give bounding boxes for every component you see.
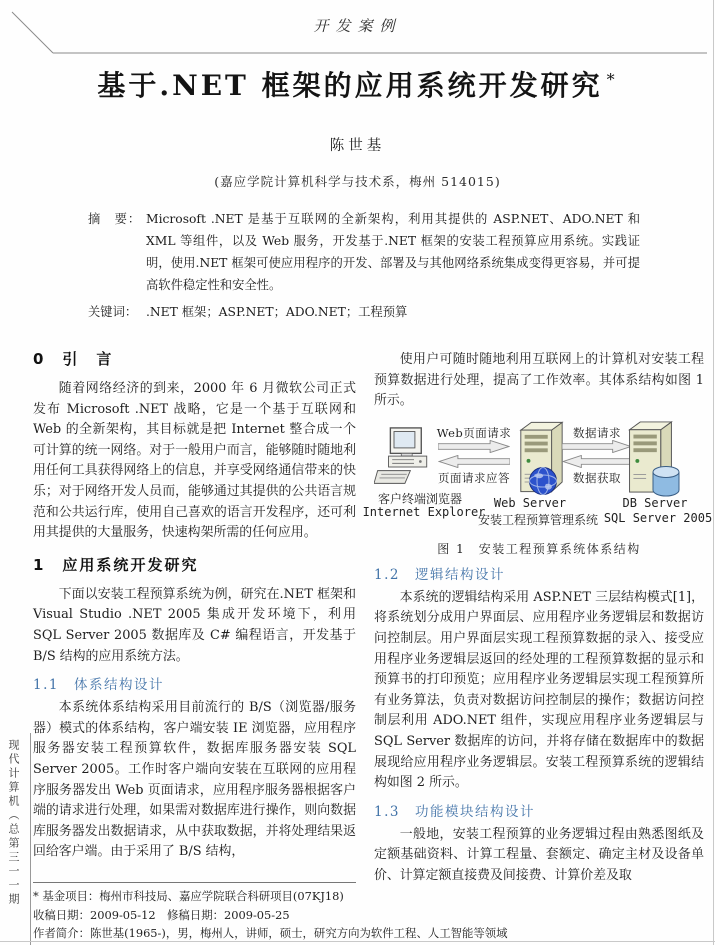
database-cylinder-icon: [650, 464, 682, 498]
column-category-header: 开发案例: [313, 17, 402, 35]
section-0-heading: 0 引 言: [33, 350, 114, 368]
section-1-2-paragraph: 本系统的逻辑结构采用 ASP.NET 三层结构模式[1]，将系统划分成用户界面层、应用程序业务逻辑层和数据访问控制层。用户界面层实现工程预算数据的录入、接受应用程序业务逻辑层返回的经处理的工程预算数据的显示和预算书的打印预览；应用程序业务逻辑层实现工程预算所有业务算法，负责对数据访问控制层的操作；数据访问控制层利用 ADO.NET 组件，实现应用程序业务逻辑层与 SQL Server 数据库的访问，并将存储在数据库中的数据展现给应用程序业务逻辑层。安装工程预算系统的逻辑结构如图 2 所示。: [374, 589, 704, 791]
abstract-label: 摘 要：: [88, 212, 142, 226]
client-label-cn: 客户终端浏览器: [377, 491, 462, 506]
arrow-right-icon: [562, 440, 632, 453]
section-1-heading: 1 应用系统开发研究: [33, 555, 199, 574]
page-scan-edge-right: [713, 0, 714, 945]
footnote-fund-project: * 基金项目：梅州市科技局、嘉应学院联合科研项目(07KJ18): [33, 889, 344, 903]
footnote-author-bio: 作者简介：陈世基(1965-)，男，梅州人，讲师，硕士，研究方向为软件工程、人工智能等领域: [33, 926, 508, 940]
section-0-paragraph: 随着网络经济的到来，2000 年 6 月微软公司正式发布 Microsoft .NET 战略，它是一个基于互联网和 Web 的全新架构，其目标就是把 Internet 整合成一个可计算的统一网络。对于一般用户而言，能够随时随地利用任何工具获得网络上的信息，并享受网络通信带来的快乐；对于网络开发人员而，能够通过其提供的公共语言规范和公共运行库，使用自己喜欢的语言开发程序，还可利用其提供的大量服务，快速构架所需的任何应用。: [33, 381, 356, 541]
abstract-text: Microsoft .NET 是基于互联网的全新架构，利用其提供的 ASP.NET、ADO.NET 和 XML 等组件，以及 Web 服务，开发基于.NET 框架的安装工程预算应用系统。实践证明，使用.NET 框架可使应用程序的开发、部署及与其他网络系统集成变得更容易，并可提高软件稳定性和安全性。: [146, 212, 640, 292]
journal-name-vertical: 现代计算机（总第三一一期: [7, 739, 20, 907]
client-computer-icon: [374, 426, 434, 488]
section-1-1-paragraph: 本系统体系结构采用目前流行的 B/S（浏览器/服务器）模式的体系结构，客户端安装 IE 浏览器，应用程序服务器安装工程预算软件，数据库服务器安装 SQL Server 2005。工作时客户端向安装在互联网的应用程序服务器发出 Web 页面请求，应用程序服务器根据客户端的请求进行处理，如果需对数据库进行操作，则向数据库服务器发出数据请求，从中获取数据，并将处理结果返回给客户端。由于采用了 B/S 结构，: [33, 700, 356, 860]
section-1-3-paragraph: 一般地，安装工程预算的业务逻辑过程由熟悉图纸及定额基础资料、计算工程量、套额定、确定主材及设备单价、计算定额直接费及间接费、计算价差及取: [374, 826, 704, 883]
db-server-label-product: SQL Server 2005: [603, 510, 713, 525]
arrow-left-icon: [438, 455, 510, 468]
right-column: [362, 350, 713, 887]
db-server-label-en: DB Server: [622, 495, 688, 510]
arrow-label-data-fetch: 数据获取: [573, 470, 621, 485]
keywords-block: [88, 301, 640, 323]
footnote-dates: 收稿日期：2009-05-12 修稿日期：2009-05-25: [33, 907, 290, 922]
figure-1-architecture-diagram: [362, 420, 713, 532]
arrow-left-icon: [562, 455, 632, 468]
section-1-3-heading: 1.3 功能模块结构设计: [374, 803, 535, 820]
paper-title-text: 基于.NET 框架的应用系统开发研究: [97, 69, 603, 102]
client-label-en: Internet Explorer: [362, 504, 486, 519]
author-name: 陈世基: [329, 138, 386, 154]
title-footnote-mark: *: [606, 69, 618, 89]
web-server-label-en: Web Server: [493, 495, 567, 510]
figure-1-caption: 图 1 安装工程预算系统体系结构: [437, 541, 641, 556]
page-scan-edge-bottom: [0, 941, 715, 942]
section-1-1-heading: 1.1 体系结构设计: [33, 677, 164, 694]
author-affiliation: (嘉应学院计算机科学与技术系，梅州 514015): [214, 174, 501, 189]
arrow-right-icon: [438, 440, 510, 453]
keywords-text: .NET 框架；ASP.NET；ADO.NET；工程预算: [146, 305, 408, 319]
footnote-rule: [33, 882, 356, 883]
left-column: [33, 346, 356, 863]
keywords-label: 关键词：: [88, 305, 138, 319]
section-1-paragraph: 下面以安装工程预算系统为例，研究在.NET 框架和 Visual Studio .NET 2005 集成开发环境下，利用 SQL Server 2005 数据库及 C# 编程语言，开发基于 B/S 结构的应用系统方法。: [33, 586, 356, 664]
sidebar-rule: [30, 733, 31, 945]
web-server-label-cn: 安装工程预算管理系统: [477, 512, 598, 527]
paper-title: [0, 64, 715, 104]
globe-icon: [528, 466, 558, 496]
section-1-2-heading: 1.2 逻辑结构设计: [374, 566, 505, 583]
arrow-label-web-request: Web页面请求: [436, 425, 512, 440]
arrow-label-page-response: 页面请求应答: [438, 470, 510, 485]
right-intro-paragraph: 使用户可随时随地利用互联网上的计算机对安装工程预算数据进行处理，提高了工作效率。其体系结构如图 1 所示。: [374, 352, 704, 409]
arrow-label-data-request: 数据请求: [573, 425, 621, 440]
footnote-block: [33, 882, 697, 943]
abstract-block: [88, 208, 640, 296]
